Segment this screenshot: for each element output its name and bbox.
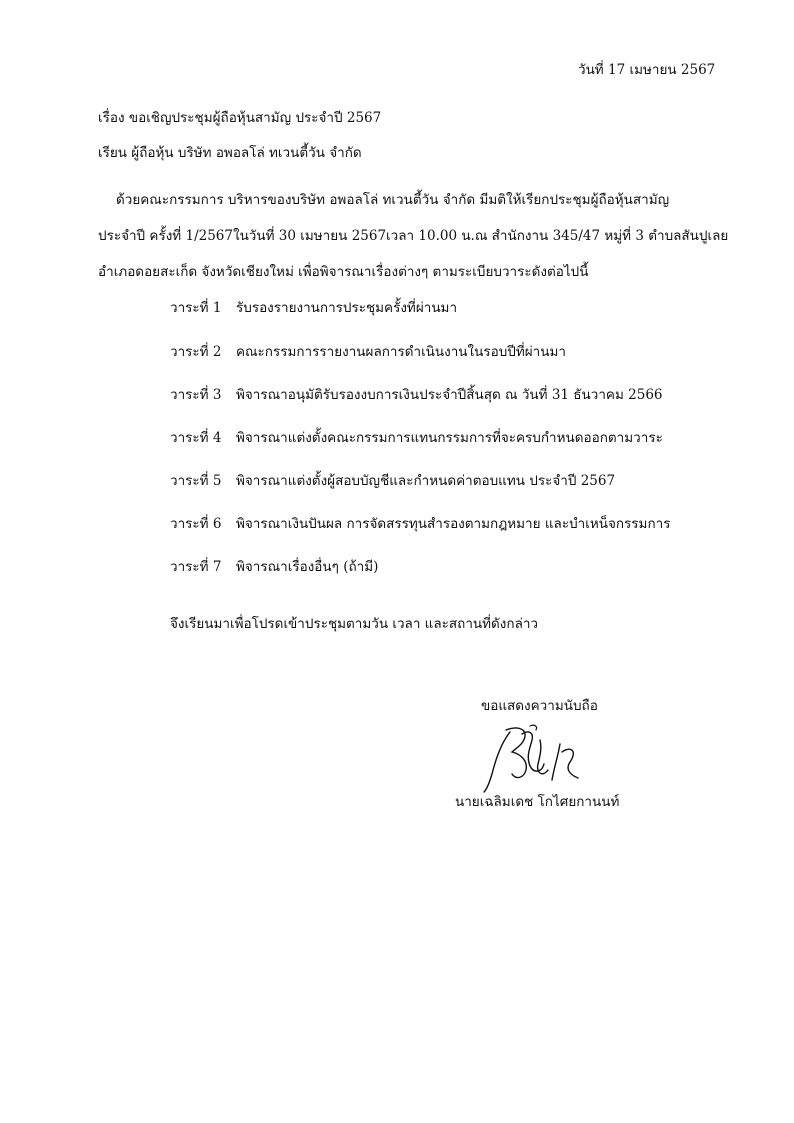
body-paragraph-line-3: อำเภอดอยสะเก็ด จังหวัดเชียงใหม่ เพื่อพิจารณาเรื่องต่างๆ ตามระเบียบวาระดังต่อไปนี้ <box>98 264 589 280</box>
handwritten-signature <box>482 722 587 794</box>
agenda-number: วาระที่ 6 <box>170 516 222 532</box>
body-paragraph-line-1: ด้วยคณะกรรมการ บริหารของบริษัท อพอลโล่ ทเวนตี้วัน จำกัด มีมติให้เรียกประชุมผู้ถือหุ้นสามัญ <box>116 192 670 208</box>
agenda-number: วาระที่ 7 <box>170 559 222 575</box>
agenda-item-text: คณะกรรมการรายงานผลการดำเนินงานในรอบปีที่ผ่านมา <box>236 344 566 360</box>
signer-name: นายเฉลิมเดช โกไศยกานนท์ <box>455 794 620 810</box>
agenda-number: วาระที่ 1 <box>170 300 222 316</box>
agenda-number: วาระที่ 3 <box>170 387 222 403</box>
agenda-item-text: รับรองรายงานการประชุมครั้งที่ผ่านมา <box>236 300 458 316</box>
letter-subject: เรื่อง ขอเชิญประชุมผู้ถือหุ้นสามัญ ประจำปี 2567 <box>98 110 382 126</box>
agenda-number: วาระที่ 5 <box>170 473 222 489</box>
agenda-item-text: พิจารณาอนุมัติรับรองงบการเงินประจำปีสิ้นสุด ณ วันที่ 31 ธันวาคม 2566 <box>236 387 663 403</box>
agenda-item-text: พิจารณาแต่งตั้งคณะกรรมการแทนกรรมการที่จะครบกำหนดออกตามวาระ <box>236 430 663 446</box>
agenda-number: วาระที่ 2 <box>170 344 222 360</box>
letter-recipient: เรียน ผู้ถือหุ้น บริษัท อพอลโล่ ทเวนตี้วัน จำกัด <box>98 145 362 161</box>
letter-date: วันที่ 17 เมษายน 2567 <box>578 62 716 78</box>
agenda-item-text: พิจารณาเรื่องอื่นๆ (ถ้ามี) <box>236 559 379 575</box>
agenda-item-text: พิจารณาเงินปันผล การจัดสรรทุนสำรองตามกฎหมาย และบำเหน็จกรรมการ <box>236 516 671 532</box>
body-paragraph-line-2: ประจำปี ครั้งที่ 1/2567ในวันที่ 30 เมษายน 2567เวลา 10.00 น.ณ สำนักงาน 345/47 หมู่ที่ 3 ตำบลสันปูเลย <box>98 228 729 244</box>
closing-sentence: จึงเรียนมาเพื่อโปรดเข้าประชุมตามวัน เวลา และสถานที่ดังกล่าว <box>170 616 539 632</box>
regards-line: ขอแสดงความนับถือ <box>481 698 598 714</box>
agenda-number: วาระที่ 4 <box>170 430 222 446</box>
agenda-item-text: พิจารณาแต่งตั้งผู้สอบบัญชีและกำหนดค่าตอบแทน ประจำปี 2567 <box>236 473 616 489</box>
